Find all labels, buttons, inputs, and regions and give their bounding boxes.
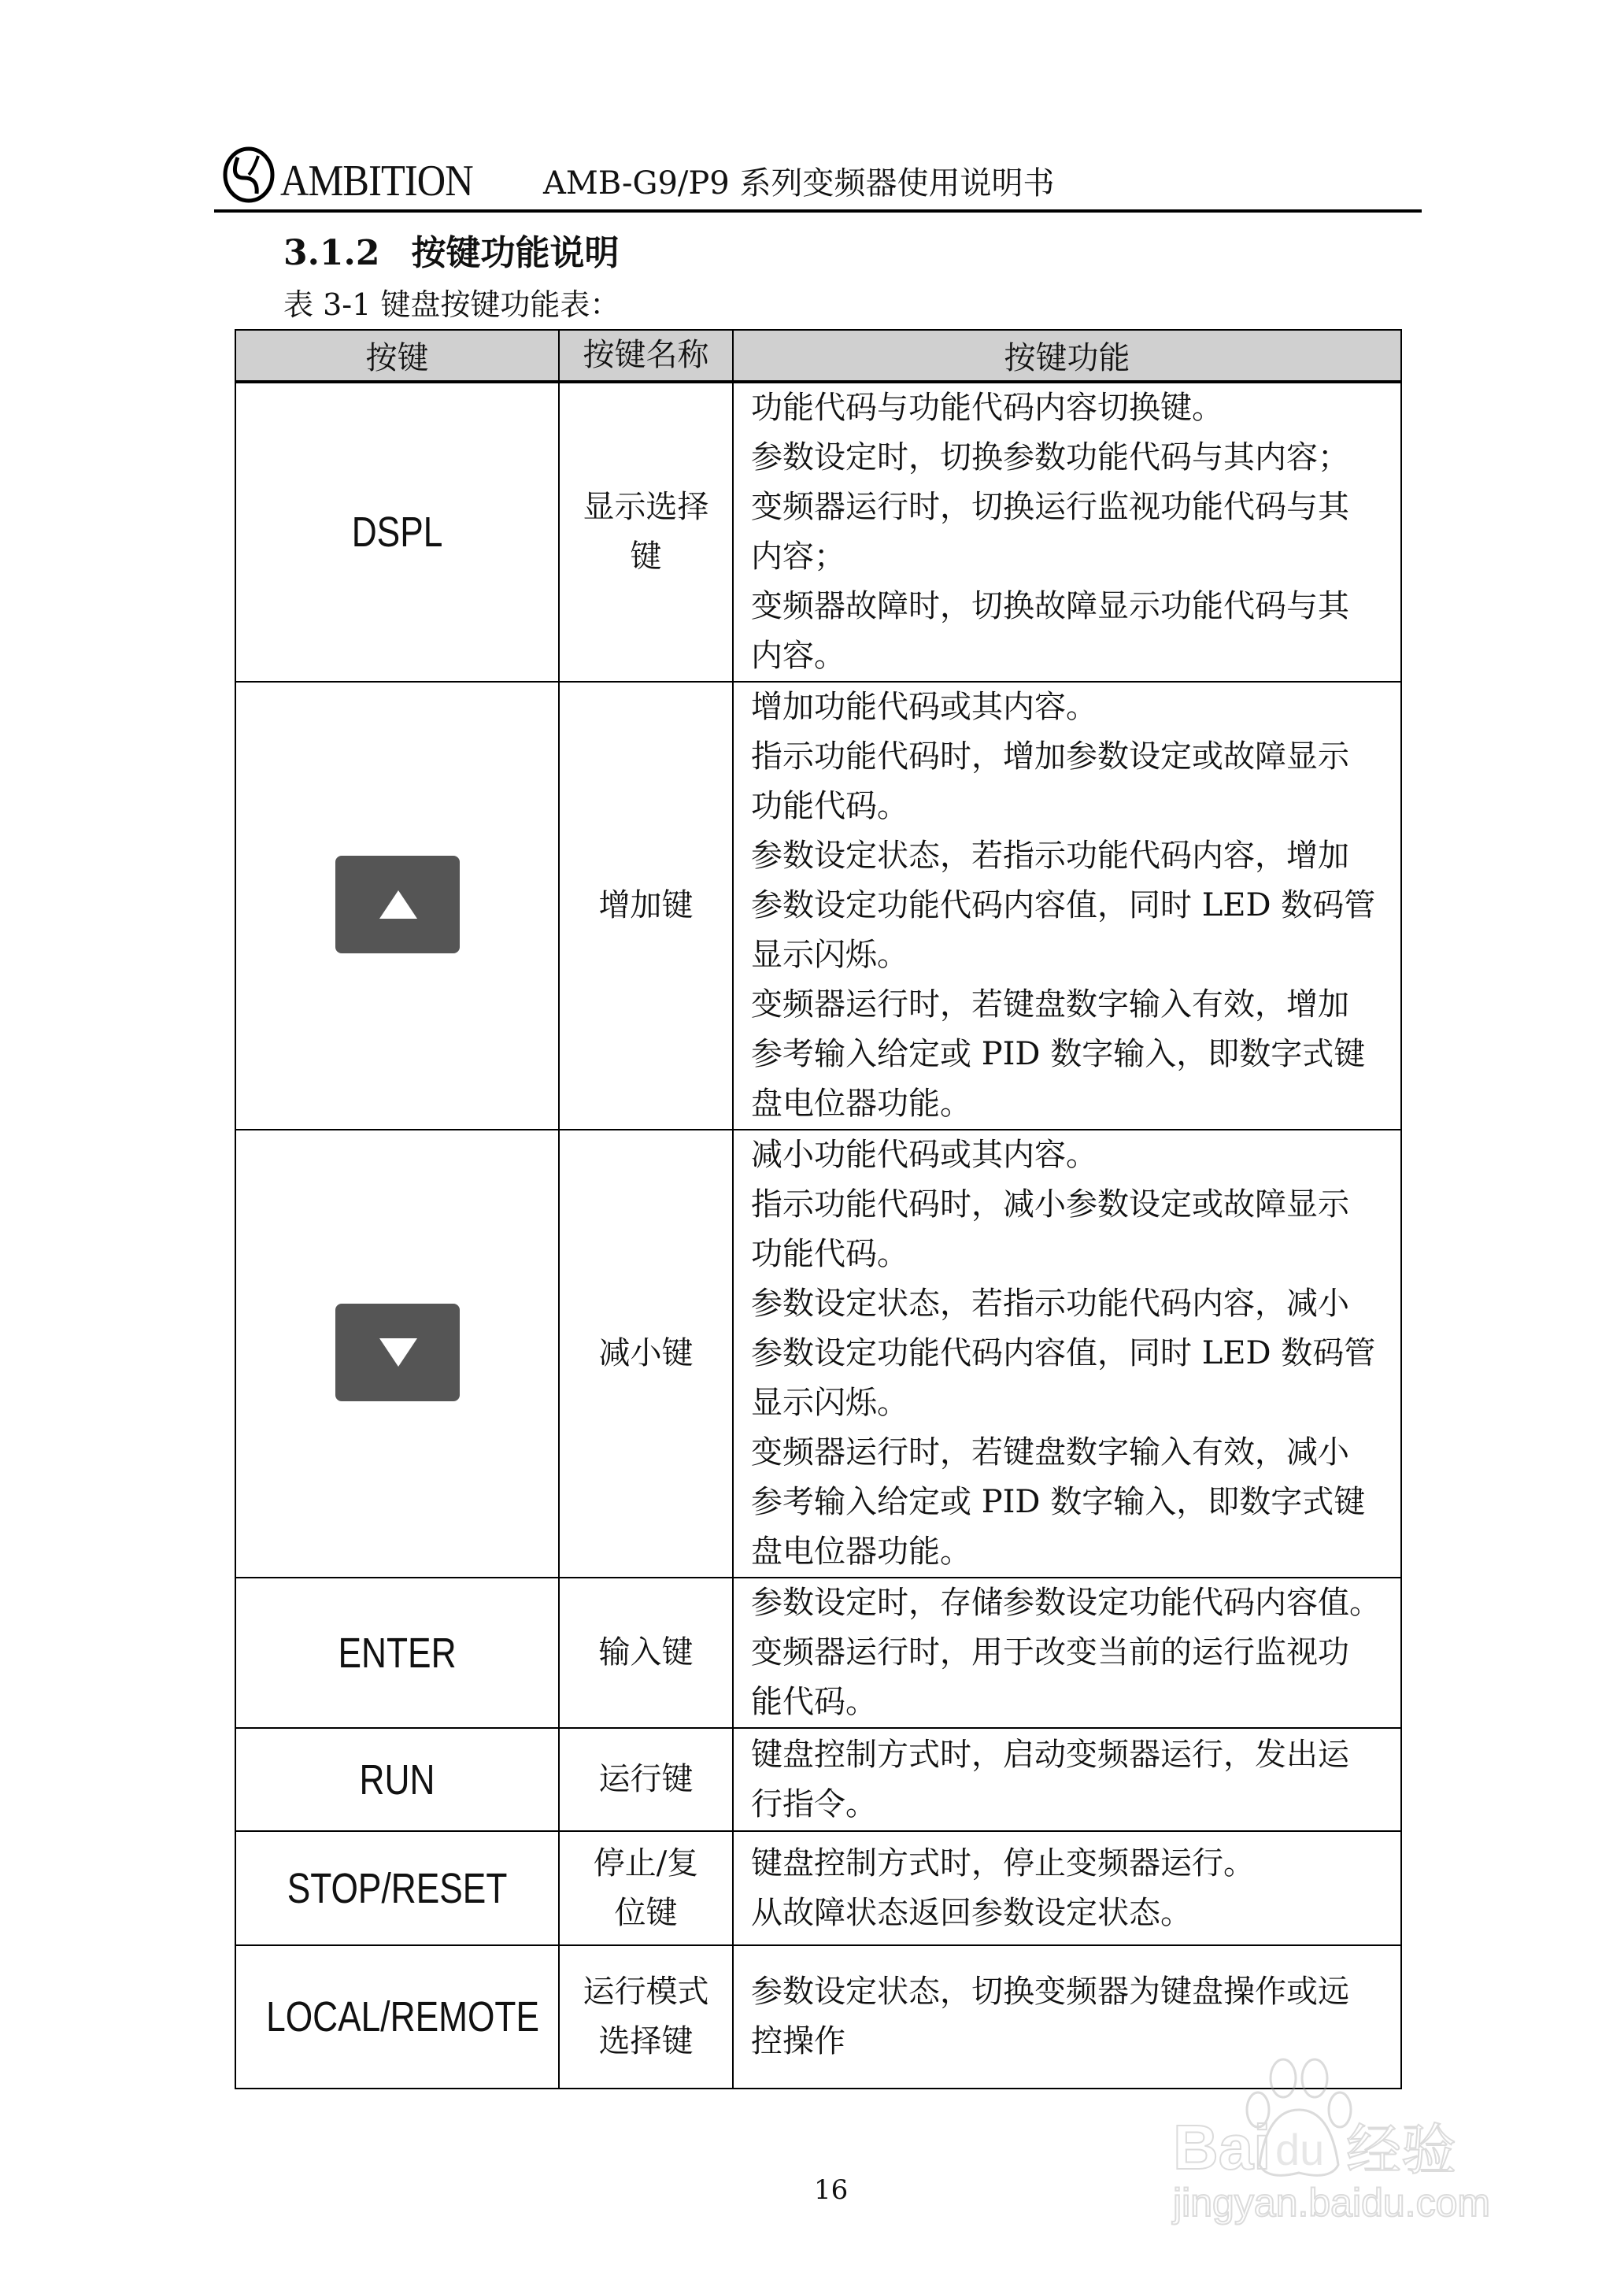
key-name-line: 增加键	[598, 887, 694, 923]
function-line: 盘电位器功能。	[751, 1086, 971, 1122]
key-name-cell	[559, 1578, 733, 1728]
key-name-cell	[559, 1945, 733, 2089]
down-arrow-key-icon	[335, 1304, 460, 1401]
page-number: 16	[814, 2174, 849, 2206]
key-cell	[235, 1578, 559, 1728]
function-line: 功能代码与功能代码内容切换键。	[751, 390, 1223, 426]
svg-text:Bai: Bai	[1173, 2112, 1271, 2182]
function-line: 从故障状态返回参数设定状态。	[751, 1894, 1192, 1931]
table-header-row	[235, 330, 1401, 382]
key-name-cell	[559, 1728, 733, 1831]
key-function-cell	[733, 1728, 1401, 1831]
svg-text:经验: 经验	[1346, 2118, 1456, 2182]
function-line: 变频器运行时，若键盘数字输入有效，减小	[751, 1434, 1349, 1471]
function-line: 盘电位器功能。	[751, 1534, 971, 1570]
triangle-up-icon	[379, 890, 417, 919]
key-name-cell	[559, 382, 733, 682]
key-cell	[235, 682, 559, 1130]
table-row	[235, 382, 1401, 682]
function-line: 参数设定功能代码内容值，同时 LED 数码管	[751, 887, 1376, 923]
key-name-cell	[559, 1130, 733, 1578]
header-key: 按键	[235, 330, 559, 382]
key-label: RUN	[359, 1756, 435, 1804]
header-rule	[214, 209, 1422, 213]
key-function-cell	[733, 1831, 1401, 1945]
key-name-line: 键	[630, 538, 662, 575]
key-function-cell	[733, 1130, 1401, 1578]
svg-text:du: du	[1275, 2125, 1325, 2174]
function-line: 参数设定状态，切换变频器为键盘操作或远	[751, 1974, 1349, 2010]
key-name-line: 位键	[614, 1894, 678, 1931]
document-title: AMB-G9/P9 系列变频器使用说明书	[543, 165, 1055, 202]
key-name-line: 运行模式	[583, 1974, 709, 2010]
table-row	[235, 1728, 1401, 1831]
key-name-line: 选择键	[598, 2023, 694, 2059]
triangle-down-icon	[379, 1338, 417, 1367]
key-cell	[235, 382, 559, 682]
key-name-line: 运行键	[598, 1761, 694, 1797]
key-cell	[235, 1728, 559, 1831]
key-label: LOCAL/REMOTE	[266, 1993, 540, 2041]
function-line: 内容；	[751, 538, 845, 575]
key-cell	[235, 1130, 559, 1578]
key-function-cell	[733, 682, 1401, 1130]
key-name-cell	[559, 682, 733, 1130]
function-line: 键盘控制方式时，启动变频器运行，发出运	[751, 1736, 1349, 1773]
function-line: 参考输入给定或 PID 数字输入，即数字式键	[751, 1036, 1366, 1072]
function-line: 键盘控制方式时，停止变频器运行。	[751, 1844, 1255, 1881]
brand-name: AMBITION	[280, 157, 473, 205]
function-line: 控操作	[751, 2023, 845, 2059]
function-line: 内容。	[751, 638, 845, 674]
header-key-name: 按键名称	[559, 330, 733, 382]
key-label: STOP/RESET	[287, 1864, 508, 1912]
key-name-cell	[559, 1831, 733, 1945]
key-name-line: 输入键	[598, 1634, 694, 1671]
table-row	[235, 1130, 1401, 1578]
section-heading	[283, 231, 619, 276]
function-line: 变频器运行时，用于改变当前的运行监视功	[751, 1634, 1349, 1671]
section-title: 按键功能说明	[411, 233, 620, 273]
function-line: 能代码。	[751, 1684, 877, 1720]
section-number: 3.1.2	[283, 233, 380, 273]
function-line: 参数设定状态，若指示功能代码内容，增加	[751, 838, 1349, 874]
key-cell	[235, 1831, 559, 1945]
key-name-line: 显示选择	[583, 489, 709, 525]
key-name-line: 减小键	[598, 1335, 694, 1371]
function-line: 功能代码。	[751, 788, 908, 824]
function-line: 变频器运行时，切换运行监视功能代码与其	[751, 489, 1349, 525]
function-line: 显示闪烁。	[751, 1385, 908, 1421]
function-line: 减小功能代码或其内容。	[751, 1137, 1097, 1173]
key-function-cell	[733, 1578, 1401, 1728]
table-caption: 表 3-1 键盘按键功能表：	[283, 287, 620, 322]
function-line: 变频器故障时，切换故障显示功能代码与其	[751, 588, 1349, 624]
function-line: 增加功能代码或其内容。	[751, 689, 1097, 725]
function-line: 显示闪烁。	[751, 937, 908, 973]
table-row	[235, 682, 1401, 1130]
table-row	[235, 1578, 1401, 1728]
function-line: 参数设定状态，若指示功能代码内容，减小	[751, 1286, 1349, 1322]
function-line: 指示功能代码时，增加参数设定或故障显示	[751, 738, 1349, 775]
svg-text:jingyan.baidu.com: jingyan.baidu.com	[1173, 2181, 1491, 2225]
function-line: 功能代码。	[751, 1236, 908, 1272]
function-line: 参数设定功能代码内容值，同时 LED 数码管	[751, 1335, 1376, 1371]
ambition-logo-icon	[222, 146, 276, 203]
function-line: 变频器运行时，若键盘数字输入有效，增加	[751, 986, 1349, 1023]
function-line: 参考输入给定或 PID 数字输入，即数字式键	[751, 1484, 1366, 1520]
key-label: ENTER	[338, 1629, 457, 1677]
baidu-jingyan-watermark	[1141, 2055, 1491, 2244]
up-arrow-key-icon	[335, 856, 460, 953]
function-line: 参数设定时，切换参数功能代码与其内容；	[751, 439, 1349, 475]
function-line: 行指令。	[751, 1785, 877, 1822]
key-name-line: 停止/复	[593, 1844, 699, 1881]
key-cell	[235, 1945, 559, 2089]
key-function-table	[235, 329, 1402, 2089]
function-line: 参数设定时，存储参数设定功能代码内容值。	[751, 1585, 1381, 1621]
header-key-function: 按键功能	[733, 330, 1401, 382]
page-header	[222, 140, 494, 203]
key-label: DSPL	[351, 509, 443, 556]
table-row	[235, 1831, 1401, 1945]
key-function-cell	[733, 382, 1401, 682]
function-line: 指示功能代码时，减小参数设定或故障显示	[751, 1186, 1349, 1223]
